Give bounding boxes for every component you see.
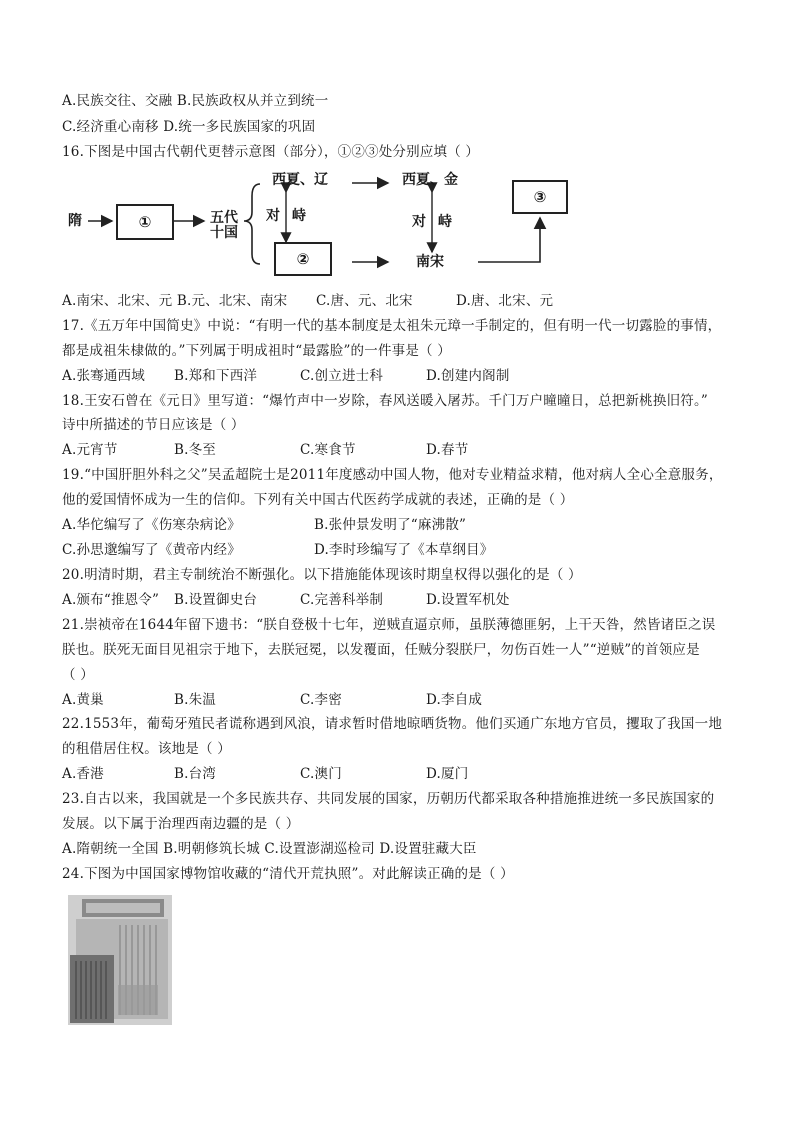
- q17-option-c: C.创立进士科: [300, 368, 384, 384]
- q19-option-a: A.华佗编写了《伤寒杂病论》: [62, 517, 241, 533]
- q16-option-ab: A.南宋、北宋、元 B.元、北宋、南宋: [62, 293, 288, 309]
- q21-stem-line1: 21.崇祯帝在1644年留下遗书：“朕自登极十七年，逆贼直逼京师，虽朕薄德匪躬，上干天咎，然皆诸臣之误: [62, 617, 716, 633]
- q19-option-c: C.孙思邈编写了《黄帝内经》: [62, 542, 241, 558]
- label-duizhi-left-2: 峙: [292, 208, 306, 224]
- q20-options: [62, 591, 510, 609]
- q22-option-c: C.澳门: [300, 766, 342, 782]
- box-2: ②: [274, 242, 332, 276]
- q18-option-c: C.寒食节: [300, 442, 356, 458]
- q19-option-b: B.张仲景发明了“麻沸散”: [314, 517, 467, 533]
- q22-stem-line2: 的租借居住权。该地是（ ）: [62, 741, 231, 757]
- q24-stem: 24.下图为中国国家博物馆收藏的“清代开荒执照”。对此解读正确的是（ ）: [62, 866, 514, 882]
- q16-stem: 16.下图是中国古代朝代更替示意图（部分），①②③处分别应填（ ）: [62, 144, 480, 160]
- q21-option-b: B.朱温: [174, 692, 217, 708]
- q17-stem-line2: 都是成祖朱棣做的。”下列属于明成祖时“最露脸”的一件事是（ ）: [62, 343, 451, 359]
- q23-stem-line2: 发展。以下属于治理西南边疆的是（ ）: [62, 816, 300, 832]
- q18-options: [62, 441, 468, 459]
- label-wudai: 五代: [210, 210, 238, 226]
- q20-stem: 20.明清时期，君主专制统治不断强化。以下措施能体现该时期皇权得以强化的是（ ）: [62, 567, 582, 583]
- q23-stem-line1: 23.自古以来，我国就是一个多民族共存、共同发展的国家，历朝历代都采取各种措施推进统一多民族国家的: [62, 791, 715, 807]
- q17-option-d: D.创建内阁制: [426, 368, 510, 384]
- q22-stem-line1: 22.1553年，葡萄牙殖民者谎称遇到风浪，请求暂时借地晾晒货物。他们买通广东地方官员，攫取了我国一地: [62, 716, 723, 732]
- label-duizhi-right-2: 峙: [438, 214, 452, 230]
- q19-options-row2: [62, 541, 493, 559]
- q21-options: [62, 691, 482, 709]
- q23-options: A.隋朝统一全国 B.明朝修筑长城 C.设置澎湖巡检司 D.设置驻藏大臣: [62, 841, 477, 857]
- q17-option-b: B.郑和下西洋: [174, 368, 258, 384]
- q18-stem-line2: 诗中所描述的节日应该是（ ）: [62, 417, 245, 433]
- q21-option-a: A.黄巢: [62, 692, 104, 708]
- label-nansong: 南宋: [416, 254, 444, 270]
- label-xixia-liao: 西夏、辽: [272, 172, 328, 188]
- q20-option-a: A.颁布“推恩令”: [62, 592, 160, 608]
- box-1: ①: [116, 204, 174, 240]
- q22-option-d: D.厦门: [426, 766, 469, 782]
- q20-option-b: B.设置御史台: [174, 592, 258, 608]
- q17-options: [62, 367, 510, 385]
- label-xixia-jin: 西夏、金: [402, 172, 458, 188]
- q21-stem-line2: 朕也。朕死无面目见祖宗于地下，去朕冠冕，以发覆面，任贼分裂朕尸，勿伤百姓一人”“逆贼”的首领应是: [62, 642, 700, 658]
- q22-options: [62, 765, 468, 783]
- label-shiguo: 十国: [210, 225, 238, 241]
- dynasty-diagram: [62, 166, 562, 286]
- q18-option-a: A.元宵节: [62, 442, 118, 458]
- q17-stem-line1: 17.《五万年中国简史》中说：“有明一代的基本制度是太祖朱元璋一手制定的，但有明一代一切露脸的事情，: [62, 318, 722, 334]
- label-duizhi-right-1: 对: [412, 214, 426, 230]
- q18-option-b: B.冬至: [174, 442, 217, 458]
- q21-option-d: D.李自成: [426, 692, 483, 708]
- q17-option-a: A.张骞通西域: [62, 368, 145, 384]
- qing-license-photo: [68, 895, 172, 1025]
- q20-option-c: C.完善科举制: [300, 592, 384, 608]
- q21-option-c: C.李密: [300, 692, 342, 708]
- label-duizhi-left-1: 对: [266, 208, 280, 224]
- q21-stem-line3: （ ）: [62, 667, 94, 683]
- q19-stem-line1: 19.“中国肝胆外科之父”吴孟超院士是2011年度感动中国人物，他对专业精益求精，他对病人全心全意服务，: [62, 467, 723, 483]
- q20-option-d: D.设置军机处: [426, 592, 510, 608]
- q19-stem-line2: 他的爱国情怀成为一生的信仰。下列有关中国古代医药学成就的表述，正确的是（ ）: [62, 492, 574, 508]
- document-photo-icon: [68, 895, 172, 1025]
- q18-stem-line1: 18.王安石曾在《元日》里写道：“爆竹声中一岁除，春风送暖入屠苏。千门万户曈曈日，总把新桃换旧符。”: [62, 393, 709, 409]
- q16-option-d: D.唐、北宋、元: [456, 293, 554, 309]
- q22-option-a: A.香港: [62, 766, 104, 782]
- q15-options-line2: C.经济重心南移 D.统一多民族国家的巩固: [62, 119, 316, 135]
- label-sui: 隋: [68, 213, 82, 229]
- q16-option-c: C.唐、元、北宋: [316, 293, 413, 309]
- q16-options: [62, 292, 553, 310]
- q15-options-line1: A.民族交往、交融 B.民族政权从并立到统一: [62, 93, 329, 109]
- q22-option-b: B.台湾: [174, 766, 217, 782]
- q18-option-d: D.春节: [426, 442, 469, 458]
- q19-option-d: D.李时珍编写了《本草纲目》: [314, 542, 494, 558]
- box-3: ③: [512, 180, 568, 214]
- q19-options-row1: [62, 516, 466, 534]
